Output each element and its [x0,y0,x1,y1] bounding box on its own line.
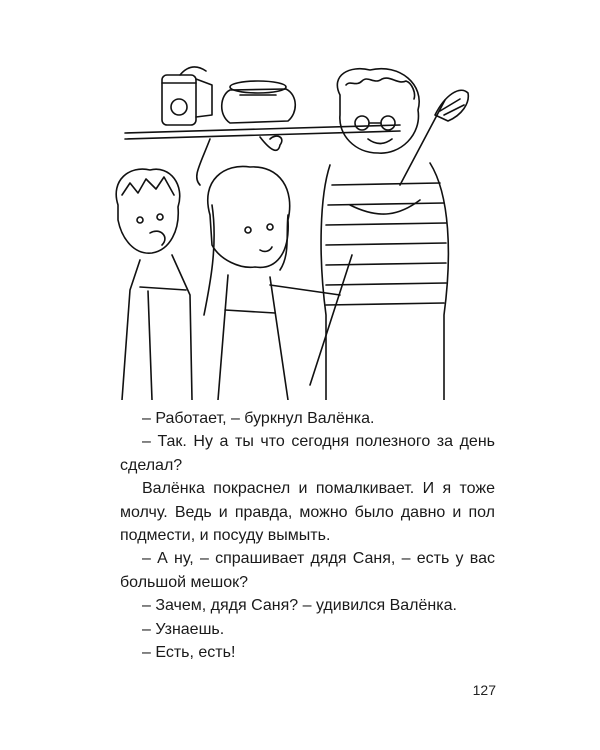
dialogue-paragraph: – Узнаешь. [142,620,225,638]
dialogue-paragraph: – Есть, есть! [142,644,236,662]
jar-icon [162,67,212,125]
boy-figure [116,169,192,400]
man-figure [310,69,468,400]
dialogue-paragraph: – Работает, – буркнул Валёнка. [142,410,375,427]
dialogue-paragraph: – Зачем, дядя Саня? – удивился Валёнка. [142,597,457,615]
pot-icon [222,81,296,123]
story-text [120,407,495,664]
page-number: 127 [472,682,496,698]
narrative-paragraph: Валёнка покраснел и помалкивает. И я тоже молчу. Ведь и правда, можно было давно и пол подмести, и посуду вымыть. [120,480,495,545]
dialogue-paragraph: – Так. Ну а ты что сегодня полезного за день сделал? [120,433,495,474]
story-illustration [100,55,470,400]
girl-figure [204,166,340,400]
dialogue-paragraph: – А ну, – спрашивает дядя Саня, – есть у вас большой мешок? [120,550,495,591]
